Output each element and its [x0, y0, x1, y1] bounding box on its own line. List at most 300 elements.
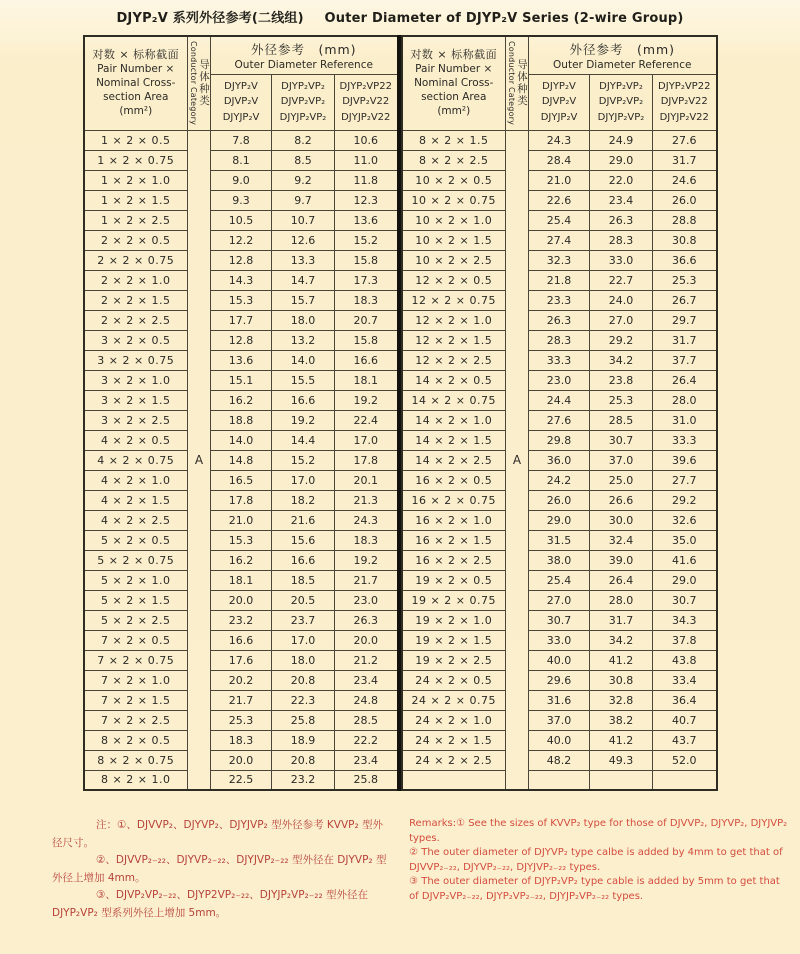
diameter-value-cell: 33.4	[653, 670, 717, 690]
pair-spec-cell: 19 × 2 × 0.5	[402, 570, 506, 590]
diameter-value-cell: 52.0	[653, 750, 717, 770]
diameter-value-cell: 25.8	[272, 710, 335, 730]
table-row	[402, 570, 717, 590]
diameter-value-cell: 28.3	[529, 330, 590, 350]
type-name: DJVP₂VP₂	[598, 96, 644, 108]
pair-spec-cell: 24 × 2 × 0.5	[402, 670, 506, 690]
diameter-value-cell: 32.4	[590, 530, 653, 550]
footnotes	[0, 817, 800, 922]
diameter-value-cell: 22.3	[272, 690, 335, 710]
diameter-value-cell: 38.0	[529, 550, 590, 570]
table-row	[402, 130, 717, 150]
diameter-value-cell: 10.5	[211, 210, 272, 230]
diameter-value-cell: 14.4	[272, 430, 335, 450]
diameter-value-cell: 28.0	[653, 390, 717, 410]
diameter-value-cell: 10.7	[272, 210, 335, 230]
table-row	[84, 490, 399, 510]
outer-diameter-table-right	[401, 35, 718, 791]
type-name: DJYJP₂VP₂	[597, 111, 645, 123]
diameter-value-cell: 11.0	[335, 150, 399, 170]
diameter-value-cell: 13.2	[272, 330, 335, 350]
pair-spec-cell: 3 × 2 × 1.0	[84, 370, 188, 390]
page-title-zh: DJYP₂V 系列外径参考(二线组)	[116, 11, 304, 26]
pair-spec-cell: 10 × 2 × 1.0	[402, 210, 506, 230]
table-row	[84, 450, 399, 470]
pair-spec-cell: 3 × 2 × 0.5	[84, 330, 188, 350]
pair-spec-cell: 24 × 2 × 1.5	[402, 730, 506, 750]
type-name: DJYJP₂V22	[341, 111, 391, 123]
diameter-value-cell: 30.0	[590, 510, 653, 530]
table-row	[402, 710, 717, 730]
diameter-value-cell: 29.0	[653, 570, 717, 590]
table-row	[84, 750, 399, 770]
table-row	[402, 390, 717, 410]
table-row	[402, 730, 717, 750]
type-name: DJYJP₂V	[540, 111, 578, 123]
table-row	[402, 270, 717, 290]
diameter-value-cell: 18.5	[272, 570, 335, 590]
diameter-value-cell: 24.9	[590, 130, 653, 150]
diameter-value-cell: 23.2	[272, 770, 335, 790]
diameter-value-cell: 34.2	[590, 630, 653, 650]
diameter-value-cell	[529, 770, 590, 790]
diameter-value-cell	[590, 770, 653, 790]
diameter-value-cell: 25.3	[211, 710, 272, 730]
table-row	[402, 650, 717, 670]
diameter-value-cell: 34.2	[590, 350, 653, 370]
type-name: DJYP₂VP22	[339, 80, 392, 92]
diameter-value-cell: 41.6	[653, 550, 717, 570]
pair-spec-cell: 16 × 2 × 1.5	[402, 530, 506, 550]
diameter-value-cell: 31.0	[653, 410, 717, 430]
type-name: DJYJP₂V22	[659, 111, 709, 123]
diameter-value-cell: 12.8	[211, 330, 272, 350]
diameter-value-cell: 29.6	[529, 670, 590, 690]
type-column-header-1	[529, 74, 590, 130]
pair-header-line: Pair Number ×	[415, 63, 493, 76]
diameter-value-cell: 19.2	[272, 410, 335, 430]
conductor-category-header	[188, 36, 211, 130]
type-name: DJYJP₂VP₂	[279, 111, 327, 123]
pair-spec-cell: 16 × 2 × 2.5	[402, 550, 506, 570]
diameter-value-cell: 9.0	[211, 170, 272, 190]
pair-spec-cell: 14 × 2 × 2.5	[402, 450, 506, 470]
diameter-value-cell: 9.3	[211, 190, 272, 210]
diameter-value-cell: 27.0	[590, 310, 653, 330]
conductor-header-wrap	[506, 37, 528, 129]
diameter-value-cell: 17.0	[272, 470, 335, 490]
type-name: DJVP₂V22	[660, 96, 708, 108]
notes-english	[409, 817, 790, 922]
pair-spec-cell: 19 × 2 × 2.5	[402, 650, 506, 670]
diameter-value-cell: 28.4	[529, 150, 590, 170]
diameter-value-cell: 16.5	[211, 470, 272, 490]
table-row	[402, 630, 717, 650]
outer-diameter-header-zh: 外径参考 (mm)	[250, 41, 357, 57]
diameter-value-cell: 7.8	[211, 130, 272, 150]
pair-spec-cell: 16 × 2 × 0.5	[402, 470, 506, 490]
table-row	[402, 450, 717, 470]
diameter-value-cell: 25.3	[653, 270, 717, 290]
diameter-value-cell: 27.4	[529, 230, 590, 250]
diameter-value-cell: 20.0	[211, 750, 272, 770]
pair-spec-cell: 14 × 2 × 0.75	[402, 390, 506, 410]
type-name: DJVP₂V	[223, 96, 259, 108]
diameter-value-cell: 31.7	[653, 330, 717, 350]
diameter-value-cell: 38.2	[590, 710, 653, 730]
diameter-value-cell: 34.3	[653, 610, 717, 630]
conductor-header-wrap	[188, 37, 210, 129]
pair-header-line: 对数 × 标称截面	[410, 48, 498, 62]
diameter-value-cell: 21.0	[211, 510, 272, 530]
table-row	[84, 310, 399, 330]
pair-spec-cell: 10 × 2 × 0.5	[402, 170, 506, 190]
diameter-value-cell: 17.8	[211, 490, 272, 510]
diameter-value-cell: 20.8	[272, 750, 335, 770]
type-name: DJYP₂VP₂	[281, 80, 325, 92]
table-row	[402, 490, 717, 510]
diameter-value-cell: 13.6	[211, 350, 272, 370]
table-row	[402, 470, 717, 490]
table-row	[84, 370, 399, 390]
outer-diameter-header-en: Outer Diameter Reference	[553, 58, 692, 71]
diameter-value-cell: 29.8	[529, 430, 590, 450]
diameter-value-cell: 43.7	[653, 730, 717, 750]
diameter-value-cell: 33.3	[653, 430, 717, 450]
diameter-value-cell: 49.3	[590, 750, 653, 770]
outer-diameter-header-en: Outer Diameter Reference	[234, 58, 373, 71]
diameter-value-cell: 15.6	[272, 530, 335, 550]
diameter-value-cell: 32.3	[529, 250, 590, 270]
table-row	[402, 190, 717, 210]
diameter-value-cell: 26.0	[653, 190, 717, 210]
table-row	[84, 570, 399, 590]
diameter-value-cell: 15.2	[335, 230, 399, 250]
diameter-value-cell: 22.5	[211, 770, 272, 790]
diameter-value-cell: 16.6	[211, 630, 272, 650]
pair-spec-cell: 8 × 2 × 1.5	[402, 130, 506, 150]
table-row	[84, 330, 399, 350]
pair-spec-cell: 12 × 2 × 1.5	[402, 330, 506, 350]
diameter-value-cell: 18.1	[335, 370, 399, 390]
pair-spec-cell: 8 × 2 × 1.0	[84, 770, 188, 790]
table-row	[402, 310, 717, 330]
pair-spec-cell	[402, 770, 506, 790]
diameter-value-cell: 19.2	[335, 390, 399, 410]
diameter-value-cell: 21.2	[335, 650, 399, 670]
table-row	[402, 230, 717, 250]
table-row	[84, 390, 399, 410]
pair-spec-cell: 16 × 2 × 1.0	[402, 510, 506, 530]
type-column-header-1	[211, 74, 272, 130]
table-row	[402, 750, 717, 770]
diameter-value-cell: 24.4	[529, 390, 590, 410]
pair-spec-cell: 5 × 2 × 1.5	[84, 590, 188, 610]
pair-number-header	[84, 36, 188, 130]
type-name: DJYP₂VP22	[658, 80, 711, 92]
table-row	[84, 410, 399, 430]
diameter-value-cell: 15.5	[272, 370, 335, 390]
diameter-value-cell: 30.7	[529, 610, 590, 630]
pair-spec-cell: 1 × 2 × 0.5	[84, 130, 188, 150]
diameter-value-cell: 22.0	[590, 170, 653, 190]
diameter-value-cell: 22.4	[335, 410, 399, 430]
diameter-value-cell: 41.2	[590, 730, 653, 750]
table-row	[84, 590, 399, 610]
pair-spec-cell: 8 × 2 × 0.5	[84, 730, 188, 750]
diameter-value-cell: 11.8	[335, 170, 399, 190]
pair-spec-cell: 1 × 2 × 0.75	[84, 150, 188, 170]
pair-spec-cell: 2 × 2 × 0.5	[84, 230, 188, 250]
diameter-value-cell: 36.4	[653, 690, 717, 710]
diameter-value-cell: 17.8	[335, 450, 399, 470]
pair-spec-cell: 24 × 2 × 0.75	[402, 690, 506, 710]
diameter-value-cell: 26.3	[529, 310, 590, 330]
pair-spec-cell: 3 × 2 × 1.5	[84, 390, 188, 410]
diameter-value-cell: 17.0	[272, 630, 335, 650]
diameter-value-cell: 13.3	[272, 250, 335, 270]
diameter-value-cell: 41.2	[590, 650, 653, 670]
table-row	[402, 510, 717, 530]
table-row	[84, 550, 399, 570]
diameter-value-cell: 15.3	[211, 530, 272, 550]
type-name: DJYP₂VP₂	[599, 80, 643, 92]
pair-number-header	[402, 36, 506, 130]
diameter-value-cell: 16.2	[211, 550, 272, 570]
diameter-value-cell: 20.8	[272, 670, 335, 690]
diameter-value-cell: 24.3	[335, 510, 399, 530]
diameter-value-cell: 33.0	[590, 250, 653, 270]
diameter-value-cell: 48.2	[529, 750, 590, 770]
pair-spec-cell: 7 × 2 × 0.75	[84, 650, 188, 670]
diameter-value-cell: 23.4	[335, 670, 399, 690]
table-body-left	[84, 130, 399, 790]
type-column-header-2	[272, 74, 335, 130]
pair-spec-cell: 4 × 2 × 0.5	[84, 430, 188, 450]
diameter-value-cell: 37.0	[529, 710, 590, 730]
diameter-value-cell: 19.2	[335, 550, 399, 570]
table-row	[402, 690, 717, 710]
diameter-value-cell: 8.1	[211, 150, 272, 170]
pair-spec-cell: 10 × 2 × 2.5	[402, 250, 506, 270]
diameter-value-cell: 39.6	[653, 450, 717, 470]
diameter-value-cell: 32.8	[590, 690, 653, 710]
pair-header-line: (mm²)	[437, 105, 471, 118]
diameter-value-cell: 15.2	[272, 450, 335, 470]
conductor-category-cell: A	[188, 130, 211, 790]
pair-spec-cell: 3 × 2 × 0.75	[84, 350, 188, 370]
diameter-value-cell: 24.6	[653, 170, 717, 190]
diameter-value-cell: 33.0	[529, 630, 590, 650]
diameter-value-cell: 28.0	[590, 590, 653, 610]
diameter-value-cell: 17.0	[335, 430, 399, 450]
diameter-value-cell: 29.7	[653, 310, 717, 330]
pair-spec-cell: 14 × 2 × 1.5	[402, 430, 506, 450]
pair-header-line: Nominal Cross-	[96, 77, 176, 90]
diameter-value-cell: 24.2	[529, 470, 590, 490]
table-row	[84, 530, 399, 550]
type-name: DJYJP₂V	[222, 111, 260, 123]
table-row	[84, 230, 399, 250]
pair-spec-cell: 4 × 2 × 0.75	[84, 450, 188, 470]
pair-spec-cell: 10 × 2 × 1.5	[402, 230, 506, 250]
diameter-value-cell: 18.3	[335, 530, 399, 550]
pair-spec-cell: 12 × 2 × 0.75	[402, 290, 506, 310]
diameter-value-cell	[653, 770, 717, 790]
diameter-value-cell: 27.6	[529, 410, 590, 430]
pair-spec-cell: 5 × 2 × 2.5	[84, 610, 188, 630]
note-en-3: ③ The outer diameter of DJYP₂VP₂ type cable is added by 5mm to get that of DJVP₂VP₂₋₂₂, DJYP₂VP₂₋₂₂, DJYJP₂VP₂₋₂₂ types.	[409, 876, 780, 902]
diameter-value-cell: 30.8	[653, 230, 717, 250]
diameter-value-cell: 40.0	[529, 650, 590, 670]
diameter-value-cell: 15.3	[211, 290, 272, 310]
table-row	[402, 370, 717, 390]
pair-spec-cell: 8 × 2 × 0.75	[84, 750, 188, 770]
diameter-value-cell: 22.6	[529, 190, 590, 210]
pair-spec-cell: 19 × 2 × 0.75	[402, 590, 506, 610]
outer-diameter-header	[211, 36, 399, 74]
table-row	[402, 530, 717, 550]
table-row	[84, 190, 399, 210]
diameter-value-cell: 31.7	[590, 610, 653, 630]
diameter-value-cell: 15.1	[211, 370, 272, 390]
diameter-value-cell: 22.7	[590, 270, 653, 290]
diameter-value-cell: 20.0	[335, 630, 399, 650]
pair-spec-cell: 19 × 2 × 1.0	[402, 610, 506, 630]
diameter-value-cell: 17.7	[211, 310, 272, 330]
diameter-value-cell: 20.5	[272, 590, 335, 610]
table-row	[402, 770, 717, 790]
diameter-value-cell: 16.6	[272, 390, 335, 410]
diameter-value-cell: 23.7	[272, 610, 335, 630]
diameter-value-cell: 18.3	[211, 730, 272, 750]
diameter-value-cell: 21.0	[529, 170, 590, 190]
diameter-value-cell: 20.2	[211, 670, 272, 690]
diameter-value-cell: 43.8	[653, 650, 717, 670]
pair-spec-cell: 5 × 2 × 1.0	[84, 570, 188, 590]
table-row	[402, 350, 717, 370]
diameter-value-cell: 23.3	[529, 290, 590, 310]
outer-diameter-header	[529, 36, 717, 74]
diameter-value-cell: 13.6	[335, 210, 399, 230]
diameter-value-cell: 22.2	[335, 730, 399, 750]
pair-spec-cell: 1 × 2 × 1.5	[84, 190, 188, 210]
table-row	[84, 270, 399, 290]
diameter-value-cell: 26.6	[590, 490, 653, 510]
pair-spec-cell: 7 × 2 × 2.5	[84, 710, 188, 730]
diameter-value-cell: 26.4	[590, 570, 653, 590]
diameter-value-cell: 39.0	[590, 550, 653, 570]
diameter-value-cell: 12.6	[272, 230, 335, 250]
table-row	[84, 510, 399, 530]
diameter-value-cell: 36.6	[653, 250, 717, 270]
diameter-value-cell: 18.9	[272, 730, 335, 750]
diameter-value-cell: 24.0	[590, 290, 653, 310]
diameter-value-cell: 21.8	[529, 270, 590, 290]
pair-spec-cell: 4 × 2 × 2.5	[84, 510, 188, 530]
diameter-value-cell: 28.5	[590, 410, 653, 430]
diameter-value-cell: 29.0	[529, 510, 590, 530]
conductor-header-zh: 导体种类	[516, 59, 528, 108]
diameter-value-cell: 9.2	[272, 170, 335, 190]
pair-spec-cell: 16 × 2 × 0.75	[402, 490, 506, 510]
table-body-right	[402, 130, 717, 790]
diameter-value-cell: 16.2	[211, 390, 272, 410]
diameter-value-cell: 30.7	[590, 430, 653, 450]
pair-spec-cell: 3 × 2 × 2.5	[84, 410, 188, 430]
table-row	[84, 250, 399, 270]
pair-spec-cell: 24 × 2 × 1.0	[402, 710, 506, 730]
page-title	[0, 0, 800, 26]
table-row	[402, 250, 717, 270]
conductor-category-header	[506, 36, 529, 130]
pair-header-line: section Area	[421, 91, 487, 104]
pair-spec-cell: 8 × 2 × 2.5	[402, 150, 506, 170]
diameter-value-cell: 23.0	[335, 590, 399, 610]
diameter-value-cell: 24.3	[529, 130, 590, 150]
table-row	[402, 590, 717, 610]
type-name: DJVP₂VP₂	[280, 96, 326, 108]
diameter-value-cell: 12.2	[211, 230, 272, 250]
diameter-value-cell: 23.8	[590, 370, 653, 390]
diameter-value-cell: 15.7	[272, 290, 335, 310]
table-row	[84, 670, 399, 690]
table-row	[402, 290, 717, 310]
diameter-value-cell: 30.8	[590, 670, 653, 690]
diameter-value-cell: 14.3	[211, 270, 272, 290]
diameter-value-cell: 30.7	[653, 590, 717, 610]
diameter-value-cell: 15.8	[335, 250, 399, 270]
pair-spec-cell: 10 × 2 × 0.75	[402, 190, 506, 210]
tables-container	[0, 35, 800, 791]
diameter-value-cell: 10.6	[335, 130, 399, 150]
diameter-value-cell: 14.8	[211, 450, 272, 470]
diameter-value-cell: 31.5	[529, 530, 590, 550]
table-row	[84, 430, 399, 450]
diameter-value-cell: 25.8	[335, 770, 399, 790]
pair-spec-cell: 4 × 2 × 1.5	[84, 490, 188, 510]
type-column-header-3	[335, 74, 399, 130]
diameter-value-cell: 25.4	[529, 570, 590, 590]
notes-chinese	[52, 817, 393, 922]
table-row	[402, 670, 717, 690]
diameter-value-cell: 27.0	[529, 590, 590, 610]
table-row	[84, 630, 399, 650]
diameter-value-cell: 21.7	[211, 690, 272, 710]
note-en-1: Remarks:① See the sizes of KVVP₂ type for those of DJVVP₂, DJYVP₂, DJYJVP₂ types.	[409, 818, 788, 844]
diameter-value-cell: 37.8	[653, 630, 717, 650]
note-zh-1: 注：①、DJVVP₂、DJYVP₂、DJYJVP₂ 型外径参考 KVVP₂ 型外径尺寸。	[52, 819, 384, 849]
diameter-value-cell: 18.3	[335, 290, 399, 310]
pair-spec-cell: 2 × 2 × 1.5	[84, 290, 188, 310]
note-zh-2: ②、DJVVP₂₋₂₂、DJYVP₂₋₂₂、DJYJVP₂₋₂₂ 型外径在 DJYVP₂ 型外径上增加 4mm。	[52, 854, 387, 884]
table-row	[402, 210, 717, 230]
diameter-value-cell: 9.7	[272, 190, 335, 210]
pair-spec-cell: 2 × 2 × 1.0	[84, 270, 188, 290]
table-row	[84, 650, 399, 670]
pair-spec-cell: 2 × 2 × 0.75	[84, 250, 188, 270]
table-row	[402, 330, 717, 350]
pair-spec-cell: 5 × 2 × 0.5	[84, 530, 188, 550]
diameter-value-cell: 18.1	[211, 570, 272, 590]
diameter-value-cell: 24.8	[335, 690, 399, 710]
table-row	[84, 470, 399, 490]
diameter-value-cell: 12.3	[335, 190, 399, 210]
table-row	[84, 350, 399, 370]
diameter-value-cell: 8.5	[272, 150, 335, 170]
pair-spec-cell: 7 × 2 × 1.0	[84, 670, 188, 690]
pair-header-line: 对数 × 标称截面	[92, 48, 180, 62]
